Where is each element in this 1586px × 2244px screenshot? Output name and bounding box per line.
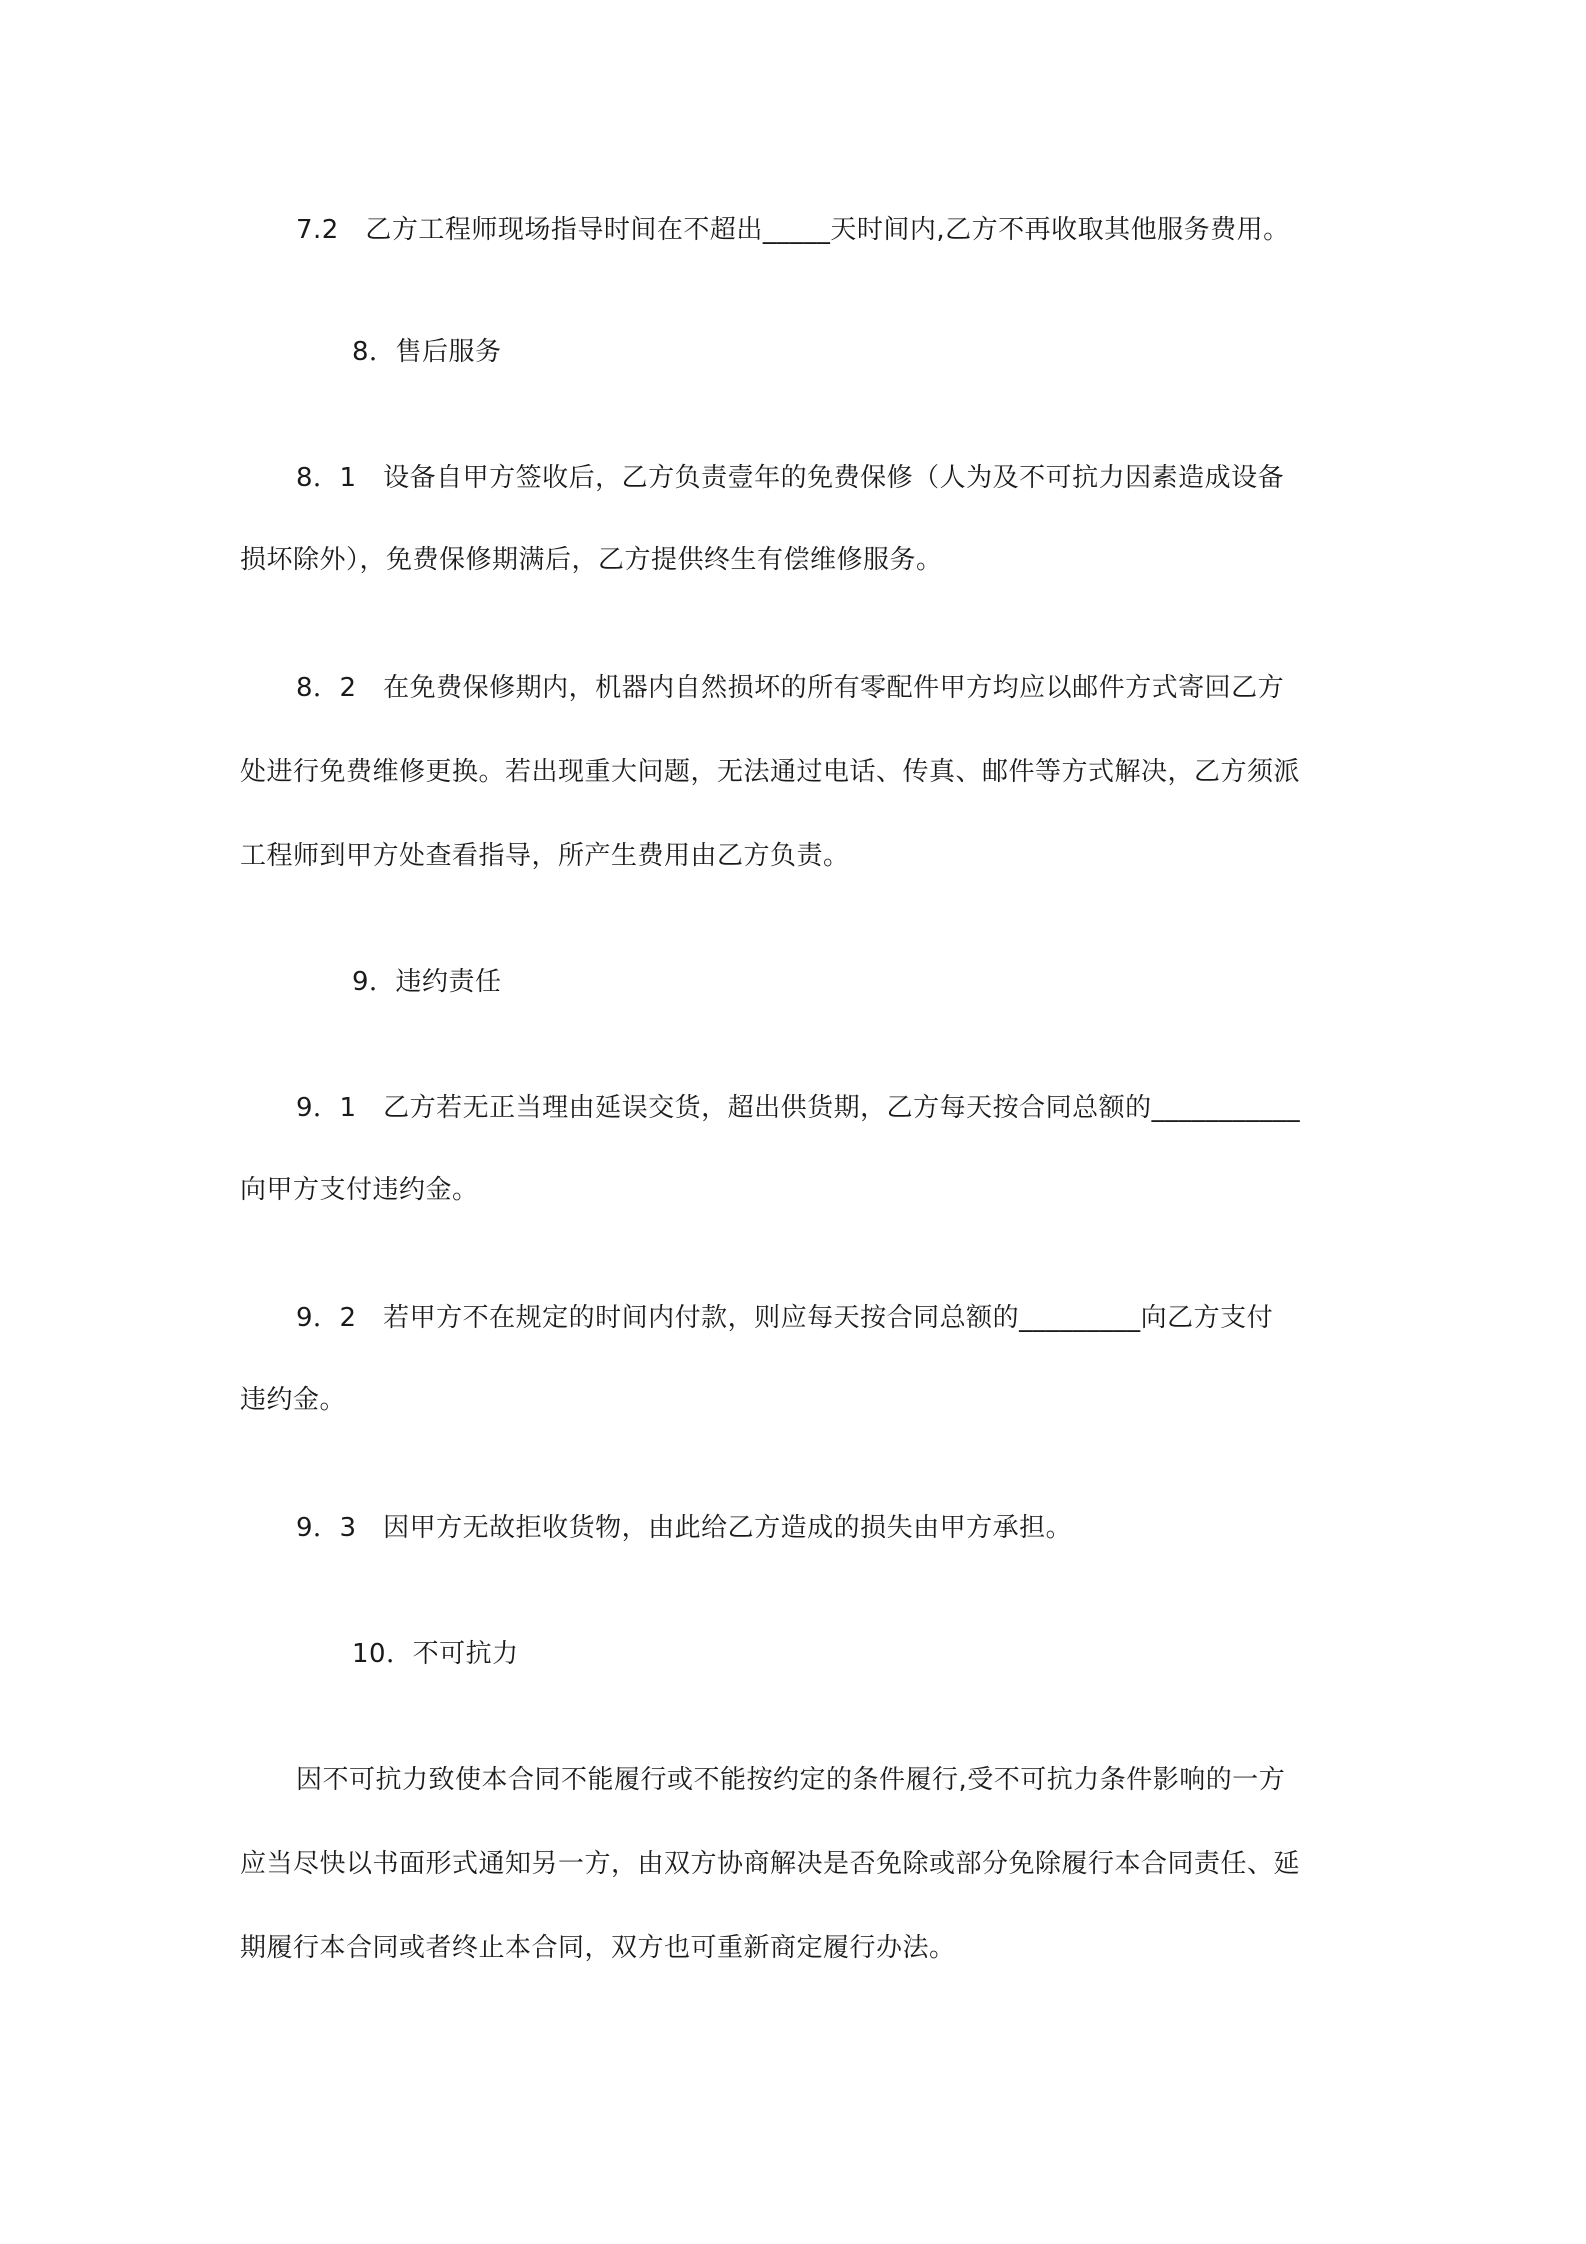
force-majeure-line-1: 因不可抗力致使本合同不能履行或不能按约定的条件履行,受不可抗力条件影响的一方 bbox=[296, 1765, 1286, 1795]
force-majeure-line-2: 应当尽快以书面形式通知另一方，由双方协商解决是否免除或部分免除履行本合同责任、延 bbox=[240, 1849, 1301, 1879]
clause-7-2: 7.2 乙方工程师现场指导时间在不超出_____天时间内,乙方不再收取其他服务费用。 bbox=[296, 215, 1290, 245]
clause-8-2-line-2: 处进行免费维修更换。若出现重大问题，无法通过电话、传真、邮件等方式解决，乙方须派 bbox=[240, 757, 1301, 787]
section-heading-10: 10．不可抗力 bbox=[352, 1639, 519, 1669]
clause-8-2-line-3: 工程师到甲方处查看指导，所产生费用由乙方负责。 bbox=[240, 841, 850, 871]
clause-8-1-line-2: 损坏除外），免费保修期满后，乙方提供终生有偿维修服务。 bbox=[240, 545, 943, 575]
clause-9-2-line-1: 9．2 若甲方不在规定的时间内付款，则应每天按合同总额的_________向乙方支付 bbox=[296, 1303, 1274, 1333]
clause-8-1-line-1: 8．1 设备自甲方签收后，乙方负责壹年的免费保修（人为及不可抗力因素造成设备 bbox=[296, 463, 1285, 493]
force-majeure-line-3: 期履行本合同或者终止本合同，双方也可重新商定履行办法。 bbox=[240, 1933, 956, 1963]
clause-9-2-line-2: 违约金。 bbox=[240, 1385, 347, 1415]
clause-9-3: 9．3 因甲方无故拒收货物，由此给乙方造成的损失由甲方承担。 bbox=[296, 1513, 1073, 1543]
clause-8-2-line-1: 8．2 在免费保修期内，机器内自然损坏的所有零配件甲方均应以邮件方式寄回乙方 bbox=[296, 673, 1285, 703]
clause-9-1-line-2: 向甲方支付违约金。 bbox=[240, 1175, 479, 1205]
section-heading-8: 8．售后服务 bbox=[352, 337, 502, 367]
clause-9-1-line-1: 9．1 乙方若无正当理由延误交货，超出供货期，乙方每天按合同总额的___________ bbox=[296, 1093, 1301, 1123]
section-heading-9: 9．违约责任 bbox=[352, 967, 502, 997]
